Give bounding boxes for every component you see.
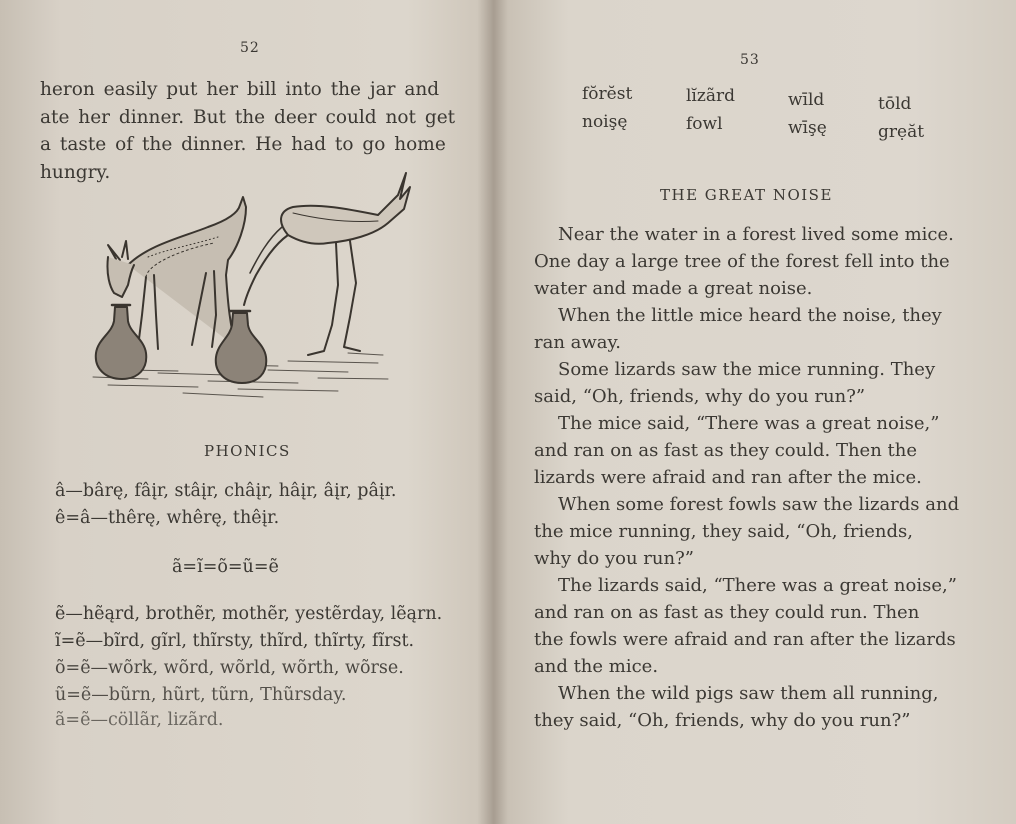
text-line: The lizards said, “There was a great noise,” bbox=[558, 575, 957, 596]
phonics-line: ũ=ẽ—bũrn, hũrt, tũrn, Thũrsday. bbox=[55, 685, 347, 705]
phonics-heading: PHONICS bbox=[204, 442, 291, 460]
text-line: and the mice. bbox=[534, 656, 659, 677]
page-number-left: 52 bbox=[240, 40, 260, 56]
word-list-item: wīşę bbox=[788, 118, 827, 138]
phonics-line: â—bârę, fâįr, stâįr, châįr, hâįr, âįr, pâįr. bbox=[55, 481, 397, 501]
phonics-equation: ã=ĩ=õ=ũ=ẽ bbox=[172, 557, 279, 577]
text-line: water and made a great noise. bbox=[534, 278, 813, 299]
text-line: why do you run?” bbox=[534, 548, 694, 569]
text-line: they said, “Oh, friends, why do you run?” bbox=[534, 710, 911, 731]
word-list-item: fowl bbox=[686, 114, 723, 134]
text-line: When the wild pigs saw them all running, bbox=[558, 683, 939, 704]
left-page bbox=[0, 0, 486, 824]
text-line: When the little mice heard the noise, they bbox=[558, 305, 942, 326]
word-list-item: fŏrĕst bbox=[582, 84, 633, 104]
story-title: THE GREAT NOISE bbox=[660, 186, 833, 204]
text-line: and ran on as fast as they could. Then the bbox=[534, 440, 917, 461]
text-line: Near the water in a forest lived some mice. bbox=[558, 224, 954, 245]
story-text bbox=[534, 221, 1004, 734]
text-line: ran away. bbox=[534, 332, 622, 353]
text-line: Some lizards saw the mice running. They bbox=[558, 359, 936, 380]
phonics-line: õ=ẽ—wõrk, wõrd, wõrld, wõrth, wõrse. bbox=[55, 658, 404, 678]
text-line: One day a large tree of the forest fell into the bbox=[534, 251, 950, 272]
text-line: and ran on as fast as they could run. Then bbox=[534, 602, 920, 623]
word-list bbox=[582, 84, 962, 144]
text-line: When some forest fowls saw the lizards and bbox=[558, 494, 960, 515]
word-list-item: tōld bbox=[878, 94, 912, 114]
text-line: a taste of the dinner. He had to go home bbox=[40, 134, 446, 155]
text-line: lizards were afraid and ran after the mice. bbox=[534, 467, 922, 488]
text-line: hungry. bbox=[40, 161, 111, 183]
text-line: heron easily put her bill into the jar and bbox=[40, 79, 440, 100]
text-line: the mice running, they said, “Oh, friends, bbox=[534, 521, 913, 542]
word-list-item: grẹăt bbox=[878, 122, 925, 142]
word-list-item: lĭzãrd bbox=[686, 86, 735, 106]
phonics-line: ẽ—hẽąrd, brothẽr, mothẽr, yestẽrday, lẽąrn. bbox=[55, 604, 443, 624]
text-line: The mice said, “There was a great noise,” bbox=[558, 413, 940, 434]
word-list-item: noişę bbox=[582, 112, 628, 132]
word-list-item: wīld bbox=[788, 90, 825, 110]
right-page bbox=[492, 0, 1016, 824]
text-line: the fowls were afraid and ran after the lizards bbox=[534, 629, 956, 650]
phonics-line: ã=ẽ—cöllãr, lizãrd. bbox=[55, 710, 224, 730]
page-number-right: 53 bbox=[740, 52, 760, 68]
text-line: ate her dinner. But the deer could not get bbox=[40, 106, 456, 128]
text-line: said, “Oh, friends, why do you run?” bbox=[534, 386, 866, 407]
deer-heron-illustration bbox=[88, 165, 418, 410]
phonics-line: ĩ=ẽ—bĩrd, gĩrl, thĩrsty, thĩrd, thĩrty, fĩrst. bbox=[55, 631, 415, 651]
phonics-line: ê=â—thêrę, whêrę, thêįr. bbox=[55, 508, 280, 528]
